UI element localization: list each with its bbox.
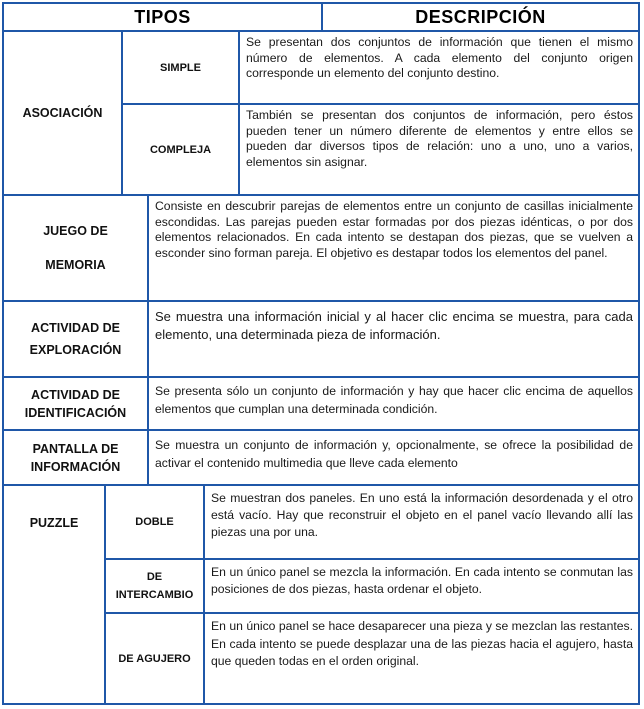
- cat-pantalla: PANTALLA DE INFORMACIÓN: [2, 429, 149, 486]
- header-descripcion: DESCRIPCIÓN: [321, 2, 640, 32]
- cat-exploracion: ACTIVIDAD DE EXPLORACIÓN: [2, 300, 149, 378]
- desc-pantalla: Se muestra un conjunto de información y, opcionalmente, se ofrece la posibilidad de activar el contenido multimedia que lleve cada elemento: [147, 429, 640, 486]
- desc-intercambio: En un único panel se mezcla la información. En cada intento se conmutan las posiciones de dos piezas, hasta ordenar el objeto.: [203, 558, 640, 614]
- sub-doble: DOBLE: [104, 484, 205, 560]
- desc-doble: Se muestran dos paneles. En uno está la información desordenada y el otro está vacío. Hay que reconstruir el objeto en el panel vacío llevando allí las piezas una por una.: [203, 484, 640, 560]
- sub-compleja: COMPLEJA: [121, 103, 240, 196]
- sub-simple: SIMPLE: [121, 30, 240, 105]
- activity-types-table: [2, 2, 640, 705]
- sub-intercambio: DE INTERCAMBIO: [104, 558, 205, 614]
- cat-puzzle: PUZZLE: [2, 484, 106, 705]
- desc-identificacion: Se presenta sólo un conjunto de información y hay que hacer clic encima de aquellos elementos que cumplan una determinada condición.: [147, 376, 640, 431]
- desc-compleja: También se presentan dos conjuntos de información, pero éstos pueden tener un número diferente de elementos y entre ellos se pueden dar diversos tipos de relación: uno a uno, uno a varios, elementos sin asignar.: [238, 103, 640, 196]
- sub-agujero: DE AGUJERO: [104, 612, 205, 705]
- cat-identificacion: ACTIVIDAD DE IDENTIFICACIÓN: [2, 376, 149, 431]
- desc-memoria: Consiste en descubrir parejas de elementos entre un conjunto de casillas inicialmente escondidas. Las parejas pueden estar formadas por dos piezas idénticas, o por dos elementos relacionados. En cada intento se destapan dos piezas, que se vuelven a esconder sino forman pareja. El objetivo es destapar todos los elementos del panel.: [147, 194, 640, 302]
- cat-asociacion: ASOCIACIÓN: [2, 30, 123, 196]
- desc-exploracion: Se muestra una información inicial y al hacer clic encima se muestra, para cada elemento, una determinada pieza de información.: [147, 300, 640, 378]
- cat-memoria: JUEGO DE MEMORIA: [2, 194, 149, 302]
- header-tipos: TIPOS: [2, 2, 323, 32]
- desc-simple: Se presentan dos conjuntos de información que tienen el mismo número de elementos. A cada elemento del conjunto origen corresponde un elemento del conjunto destino.: [238, 30, 640, 105]
- desc-agujero: En un único panel se hace desaparecer una pieza y se mezclan las restantes. En cada intento se puede desplazar una de las piezas hacia el agujero, hasta que queden todas en el orden original.: [203, 612, 640, 705]
